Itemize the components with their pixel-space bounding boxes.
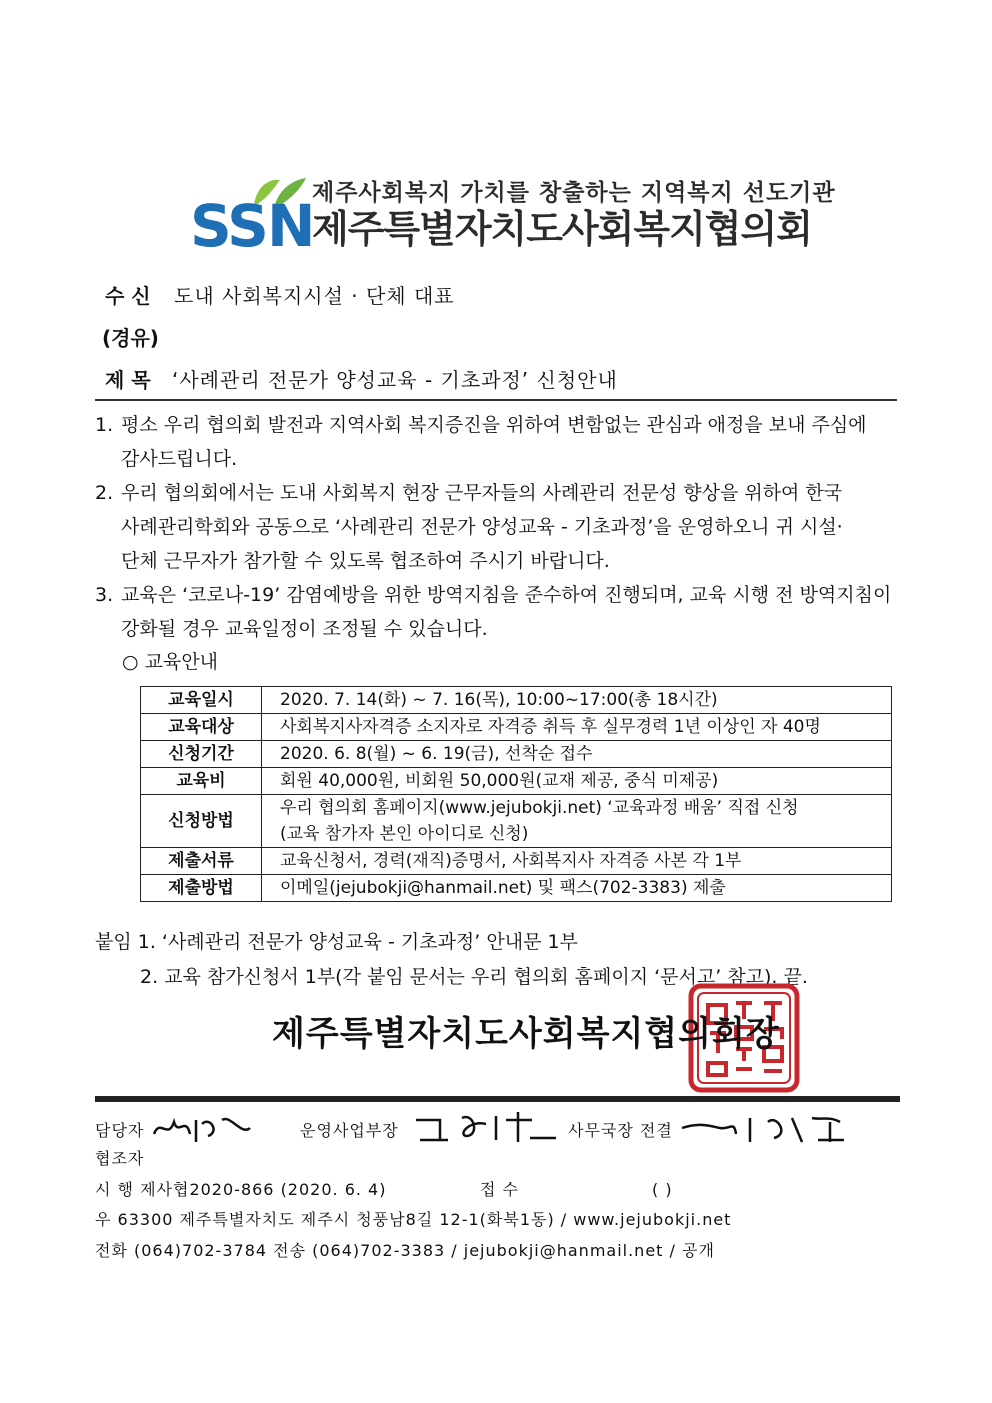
row-value-line2: (교육 참가자 본인 아이디로 신청) [280,824,529,844]
row-value: 회원 40,000원, 비회원 50,000원(교재 제공, 중식 미제공) [262,768,892,795]
director-label: 사무국장 전결 [568,1121,673,1140]
paragraph-2 [95,476,895,578]
footer-divider [95,1096,900,1102]
attachment-line-2: 2. 교육 참가신청서 1부(각 붙임 문서는 우리 협의회 홈페이지 ‘문서고’ 참고). 끝. [140,966,808,988]
logo-ssn: SSN [190,192,314,260]
p2-number: 2. [95,482,114,504]
education-info-table [140,686,892,902]
table-row [141,795,892,848]
via-label: (경유) [102,326,159,350]
manager-label: 운영사업부장 [300,1121,399,1140]
attachment-line-1: 붙임 1. ‘사례관리 전문가 양성교육 - 기초과정’ 안내문 1부 [95,931,578,953]
table-row [141,741,892,768]
table-row [141,687,892,714]
p2-line3: 단체 근무자가 참가할 수 있도록 협조하여 주시기 바랍니다. [121,550,610,572]
table-row [141,714,892,741]
row-value: 교육신청서, 경력(재직)증명서, 사회복지사 자격증 사본 각 1부 [262,848,892,875]
row-value [262,795,892,848]
manager-signature-icon [410,1108,560,1144]
row-value: 사회복지사자격증 소지자로 자격증 취득 후 실무경력 1년 이상인 자 40명 [262,714,892,741]
row-key: 신청기간 [141,741,262,768]
contact-line: 전화 (064)702-3784 전송 (064)702-3383 / jejubokji@hanmail.net / 공개 [95,1241,715,1260]
org-slogan: 제주사회복지 가치를 창출하는 지역복지 선도기관 [312,180,836,206]
staff-signature-icon [150,1110,260,1146]
p3-number: 3. [95,584,114,606]
table-row [141,875,892,902]
sender-name: 제주특별자치도사회복지협의회장 [272,1014,780,1054]
row-key: 제출서류 [141,848,262,875]
row-key: 제출방법 [141,875,262,902]
org-name-header: 제주특별자치도사회복지협의회 [312,207,812,251]
table-row [141,768,892,795]
address-line: 우 63300 제주특별자치도 제주시 청풍남8길 12-1(화북1동) / www.jejubokji.net [95,1210,732,1229]
enforcement-info: 시 행 제사협2020-866 (2020. 6. 4) [95,1180,387,1199]
row-value: 2020. 6. 8(월) ~ 6. 19(금), 선착순 접수 [262,741,892,768]
row-key: 교육비 [141,768,262,795]
p1-line1: 평소 우리 협의회 발전과 지역사회 복지증진을 위하여 변함없는 관심과 애정을 보내 주심에 [121,414,867,436]
recipient-value: 도내 사회복지시설 · 단체 대표 [174,284,455,308]
row-value-line1: 우리 협의회 홈페이지(www.jejubokji.net) ‘교육과정 배움’ 직접 신청 [280,798,799,818]
row-value: 2020. 7. 14(화) ~ 7. 16(목), 10:00~17:00(총 18시간) [262,687,892,714]
director-signature-icon [680,1110,850,1146]
recipient-label: 수 신 [105,284,151,308]
receipt-field: ( ) [652,1180,673,1199]
row-key: 교육일시 [141,687,262,714]
row-key: 교육대상 [141,714,262,741]
paragraph-1 [95,408,895,476]
p2-line1: 우리 협의회에서는 도내 사회복지 현장 근무자들의 사례관리 전문성 향상을 위하여 한국 [121,482,843,504]
receipt-label: 접 수 [480,1180,519,1199]
row-value: 이메일(jejubokji@hanmail.net) 및 팩스(702-3383) 제출 [262,875,892,902]
p1-line2: 감사드립니다. [121,448,238,470]
p3-line1: 교육은 ‘코로나-19’ 감염예방을 위한 방역지침을 준수하여 진행되며, 교육 시행 전 방역지침이 [121,584,892,606]
section-title: ○ 교육안내 [122,651,219,673]
table-row [141,848,892,875]
staff-label: 담당자 [95,1121,145,1140]
cooperator-label: 협조자 [95,1149,145,1168]
header-divider [95,399,897,401]
subject-value: ‘사례관리 전문가 양성교육 - 기초과정’ 신청안내 [172,368,618,392]
p3-line2: 강화될 경우 교육일정이 조정될 수 있습니다. [121,618,488,640]
p1-number: 1. [95,414,114,436]
paragraph-3 [95,578,895,646]
row-key: 신청방법 [141,795,262,848]
subject-label: 제 목 [105,368,151,392]
p2-line2: 사례관리학회와 공동으로 ‘사례관리 전문가 양성교육 - 기초과정’을 운영하오니 귀 시설· [121,516,843,538]
